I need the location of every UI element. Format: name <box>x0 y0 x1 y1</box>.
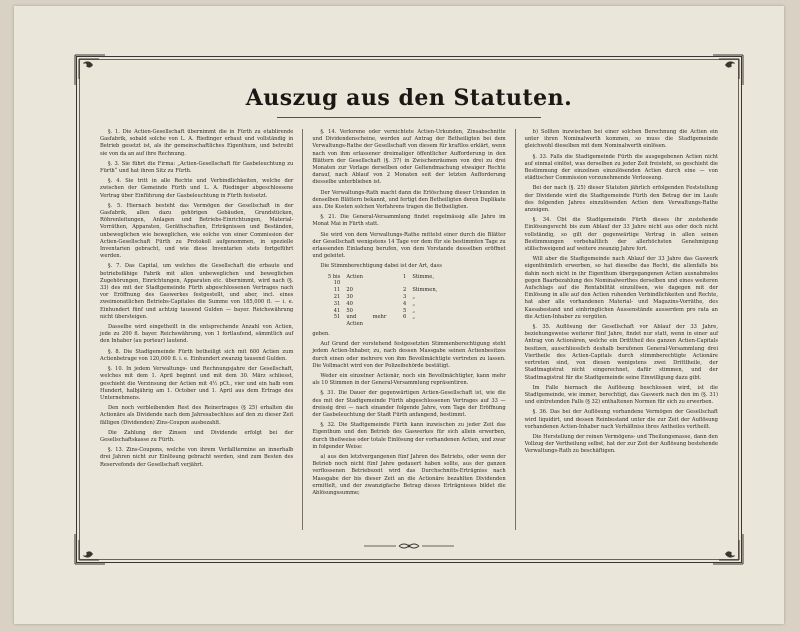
column-left <box>91 129 302 530</box>
corner-ornament-icon <box>73 53 107 87</box>
statute-paragraph: Dasselbe wird eingetheilt in die entsprechende Anzahl von Actien, jede zu 200 fl. bayer. Reichswährung, von 1 fortlaufend, sämmtlich auf den Inhaber (au porteur) lautend. <box>100 324 294 345</box>
voting-table-cell: „ <box>412 294 415 301</box>
voting-table-cell: 11 <box>333 287 341 294</box>
voting-table <box>326 274 505 328</box>
column-right <box>515 129 727 530</box>
statute-paragraph: Sie wird von dem Verwaltungs-Rathe mittelst einer durch die Blätter der Gesellschaft wenigstens 14 Tage vor dem für sie bestimmten Tage zu erlassenden Einladung berufen, von dem Vorstande desselben eröffnet und geleitet. <box>312 231 506 260</box>
vote-suffix: geben. <box>312 331 330 338</box>
voting-table-cell: 40 <box>346 300 353 307</box>
voting-table-cell: 51 <box>333 314 341 321</box>
column-middle <box>302 129 514 530</box>
voting-table-row <box>326 314 505 328</box>
voting-table-cell: und mehr Actien <box>346 314 387 328</box>
statute-paragraph: Die Stimmberechtigung dabei ist der Art, dass <box>320 263 442 270</box>
voting-table-cell: Stimmen, <box>412 287 438 294</box>
voting-table-cell: „ <box>412 300 415 307</box>
voting-table-cell: 4 <box>403 300 407 307</box>
corner-ornament-icon <box>711 53 745 87</box>
statute-paragraph: §. 5. Hiernach besteht das Vermögen der Gesellschaft in der Gasfabrik, allen dazu gehörigen Gebäuden, Grundstücken, Röhrenleitungen, Anlagen und Betriebs-Einrichtungen, Material-Vorräthen, Apparaten, Geräthschaften, Erträgnissen und Beständen, unbeweglichen wie beweglichen, wie solche von einer Commission der Actien-Gesellschaft Fürth zu Protokoll aufgenommen, in spezielle Inventarien gebracht, und wie diese Inventarien stets fortgeführt werden. <box>100 202 294 260</box>
page-title: Auszug aus den Statuten. <box>245 85 573 111</box>
statute-paragraph: a) aus den letztvergangenen fünf Jahren des Betriebs, oder wenn der Betrieb noch nicht fünf Jahre gedauert haben sollte, aus der ganzen verflossenen Betriebszeit wird das Durchschnitts-Erträgniss nach Massgabe der bis dieser Zeit an die Actionäre bezahlten Dividenden ermittelt, und der zwanzigfache Betrag dieses Erträgnisses bildet die Ablösungssumme; <box>312 454 506 497</box>
statute-paragraph: Bei der nach (§. 25) dieser Statuten jährlich erfolgenden Feststellung der Dividende wird die Stadtgemeinde Fürth den Betrag der im Laufe des folgenden Jahres einzulösenden Actien dem Verwaltungs-Rathe anzeigen. <box>524 185 718 214</box>
voting-table-cell: 5 <box>403 307 407 314</box>
decorative-frame <box>76 56 742 563</box>
voting-table-cell: Stimme, <box>412 273 434 280</box>
statute-paragraph: §. 32. Die Stadtgemeinde Fürth kann inzwischen zu jeder Zeit das Eigenthum und den Betrieb des Gaswerkes für sich allein erwerben, durch theilweise oder totale Einlösung der vorhandenen Actien, und zwar in folgender Weise: <box>312 422 506 450</box>
statute-paragraph: Will aber die Stadtgemeinde nach Ablauf der 33 Jahre das Gaswerk eigenthümlich erwerben, so hat dieselbe das Recht, die allenfalls bis dahin noch nicht in ihr Eigenthum übergegangenen Actien ausnahmslos gegen Baarbezahlung des Nominalwerthes derselben und eines weiteren Aufschlags auf die Rentabilität einzulösen, wie dagegen mit der Einlösung in alle auf den Actien ruhenden Verbindlichkeiten und Rechte, hat aber alle vorhandenen Material- und Magazins-Vorräthe, des Kassabestand und einbringlichen Aussenstände ausserdem pro rata an die Actien-Inhaber zu vergüten. <box>524 256 718 320</box>
statute-paragraph: Weder ein einzelner Actionär, noch ein Bevollmächtigter, kann mehr als 10 Stimmen in der General-Versammlung repräsentiren. <box>312 373 506 387</box>
voting-table-row <box>326 274 505 288</box>
statute-paragraph: §. 21. Die General-Versammlung findet regelmässig alle Jahre im Monat Mai in Fürth statt. <box>312 214 506 228</box>
voting-table-cell: „ <box>412 314 415 321</box>
voting-table-row <box>326 308 505 315</box>
statute-paragraph: §. 36. Das bei der Auflösung vorhandene Vermögen der Gesellschaft wird liquidirt, und dessen Reinbestand unter die zur Zeit der Auflösung vorhandenen Actien-Inhaber nach Verhältniss ihres Antheiles vertheilt. <box>524 409 718 430</box>
document-sheet <box>14 6 784 624</box>
voting-table-cell: 30 <box>346 294 353 301</box>
voting-table-cell: 2 <box>403 287 407 294</box>
statute-paragraph: §. 7. Das Capital, um welches die Gesellschaft die erbaute und betriebsfähige Fabrik mit allen unbeweglichen und beweglichen Zugehörungen, Einrichtungen, Apparaten etc. übernimmt, wird nach (§. 33) des mit der Stadtgemeinde Fürth abgeschlossenen Vertrages nach vor Eröffnung des Gaswerkes festgestellt, und aber, incl. eines zweimonatlichen Betriebs-Capitales die Summe von 185,000 fl. — i. e. Einhundert fünf und achtzig tausend Gulden — bayer. Reichswährung nicht übersteigen. <box>100 263 294 320</box>
voting-table-cell: 50 <box>346 307 353 314</box>
statute-paragraph: Die Zahlung der Zinsen und Dividende erfolgt bei der Gesellschaftskasse zu Fürth. <box>100 429 294 443</box>
statute-paragraph: §. 33. Falls die Stadtgemeinde Fürth die ausgegebenen Actien nicht auf einmal einlöst, was derselben zu jeder Zeit freisteht, so geschieht die Bestimmung der einzelnen einzulösenden Actien durch eine — von städtischer Commission vorzunehmende Verloosung. <box>524 153 718 182</box>
statute-paragraph: §. 3. Sie führt die Firma: „Actien-Gesellschaft für Gasbeleuchtung zu Fürth“ und hat ihren Sitz zu Fürth. <box>100 160 294 175</box>
text-columns <box>91 129 727 530</box>
statute-paragraph: §. 4. Sie tritt in alle Rechte und Verbindlichkeiten, welche der zwischen der Gemeinde Fürth und L. A. Riedinger abgeschlossene Vertrag über Einführung der Gasbeleuchtung in Fürth festsetzt. <box>100 178 294 199</box>
voting-table-cell: 6 <box>403 314 407 321</box>
voting-table-cell: 1 <box>403 273 407 280</box>
statute-paragraph: Den noch verbleibenden Rest des Reinertrages (§ 25) erhalten die Actionäre als Dividende nach dem Jahresabschluss auf den zu dieser Zeit fälligen (Dividenden) Zins-Coupon ausbezahlt. <box>100 405 294 426</box>
voting-table-cell: 3 <box>403 294 407 301</box>
statute-paragraph: §. 1. Die Actien-Gesellschaft übernimmt die in Fürth zu etablirende Gasfabrik, sobald solche von L. A. Riedinger erbaut und vollständig in Betrieb gesetzt ist, als ihr gemeinschaftliches Eigenthum, und betreibt sie von da an auf ihre Rechnung. <box>100 129 294 157</box>
statute-paragraph: §. 35. Auflösung der Gesellschaft vor Ablauf der 33 Jahre, beziehungsweise weiterer fünf Jahre, findet nur statt, wenn in einer auf Antrag von Actionären, welche ein Dritttheil des ganzen Actien-Capitals besitzen, ausschliesslich deshalb berufenen General-Versammlung drei Viertheile des Actien-Capitals durch stimmberechtigte Actionäre vertreten sind, von diesen wenigstens zwei Dritttheile, der Stadtmagistrat nicht eingerechnet, dafür stimmen, und der Stadtmagistrat für die Stadtgemeinde seine Einwilligung dazu gibt. <box>524 324 718 381</box>
statute-paragraph: Auf Grund der vorstehend festgesetzten Stimmenberechtigung steht jedem Actien-Inhaber, zu, nach dessen Massgabe seinen Actienbesitzes durch einen oder mehrere von ihm Bevollmächtigte vertreten zu lassen. Die Vollmacht wird von der Polizeibehörde bestätigt. <box>312 341 506 369</box>
statute-paragraph: §. 8. Die Stadtgemeinde Fürth betheiligt sich mit 600 Actien zum Actienbetrage von 120,000 fl. i. e. Einhundert zwanzig tausend Gulden. <box>100 348 294 362</box>
statute-paragraph: Im Falle hiernach die Auflösung beschlossen wird, ist die Stadtgemeinde, wie immer, berechtigt, das Gaswerk nach den im (§. 31) und eintretenden Falls (§ 32) enthaltenen Normen für sich zu erwerben. <box>524 384 718 406</box>
voting-table-row <box>326 287 505 294</box>
statute-paragraph: Der Verwaltungs-Rath macht dann die Erlöschung dieser Urkunden in denselben Blättern bekannt, und fertigt den Betheiligten deren Duplikate aus. Die Kosten solchen Verfahrens tragen die Betheiligten. <box>312 189 506 211</box>
title-divider <box>277 117 541 118</box>
voting-table-cell: 31 <box>333 300 341 307</box>
statute-paragraph: §. 13. Zins-Coupons, welche von ihrem Verfalltermine an innerhalb drei Jahren nicht zur Einlösung gebracht werden, sind zum Besten des Reservefonds der Gesellschaft verjährt. <box>100 447 294 468</box>
statute-paragraph: §. 10. In jedem Verwaltungs- und Rechnungsjahre der Gesellschaft, welches mit dem 1. April beginnt und mit dem 30. März schliesst, geschieht die Verzinsung der Actien mit 4½ pCt., vier und ein halb vom Hundert, halbjährig am 1. October und 1. April aus dem Ertrage des Unternehmens. <box>100 366 294 401</box>
voting-table-cell: 20 <box>346 287 353 294</box>
statute-paragraph: Die Herstellung der reinen Vermögens- und Theilungsmasse, dann den Vollzug der Vertheilung selbst, hat der zur Zeit der Auflösung bestehende Verwaltungs-Rath zu beschäftigen. <box>524 433 718 455</box>
statute-paragraph: b) Sollten inzwischen bei einer solchen Berechnung die Actien ein unter ihren Nominalwerth kommen, so muss die Stadtgemeinde gleichwohl dieselben mit dem Nominalwerth einlösen. <box>524 129 718 150</box>
voting-table-cell: Actien <box>346 273 363 280</box>
statute-paragraph: §. 34. Übt die Stadtgemeinde Fürth dieses ihr zustehende Einlösungsrecht bis zum Ablauf der 33 Jahre nicht aus oder doch nicht vollständig, so gilt der gegenwärtige Vertrag in allen seinen Bestimmungen vorbehaltlich der allerhöchsten Genehmigung stillschweigend auf weitere zwanzig Jahre fort. <box>524 217 718 253</box>
voting-table-row <box>326 294 505 301</box>
voting-table-cell: 41 <box>333 307 341 314</box>
voting-table-cell: 5 bis 10 <box>327 273 341 287</box>
bottom-ornament-icon <box>77 542 741 550</box>
voting-table-cell: „ <box>412 307 415 314</box>
statute-paragraph: §. 14. Verlorene oder vernichtete Actien-Urkunden, Zinsabschnitte und Dividendenscheine, werden auf Antrag der Betheiligten bei dem Verwaltungs-Rathe der Gesellschaft von diesem für kraftlos erklärt, wenn nach von ihm erlassener dreimaliger öffentlicher Aufforderung in den Blättern der Gesellschaft (§. 37) in Zwischenräumen von drei zu drei Monaten zur Vorlage derselben oder Geltendmachung etwaiger Rechte darauf, nach Ablauf von 2 Monaten seit der letzten Aufforderung diesselbe unterblieben ist. <box>312 129 506 186</box>
voting-table-cell: 21 <box>333 294 341 301</box>
statute-paragraph: §. 31. Die Dauer der gegenwärtigen Actien-Gesellschaft ist, wie die des mit der Stadtgemeinde Fürth abgeschlossenen Vertrages auf 33 — dreissig drei — nach einander folgende Jahre, vom Tage der Eröffnung der Gasbeleuchtung der Stadt Fürth anfangend, bestimmt. <box>312 390 506 419</box>
voting-table-row <box>326 301 505 308</box>
